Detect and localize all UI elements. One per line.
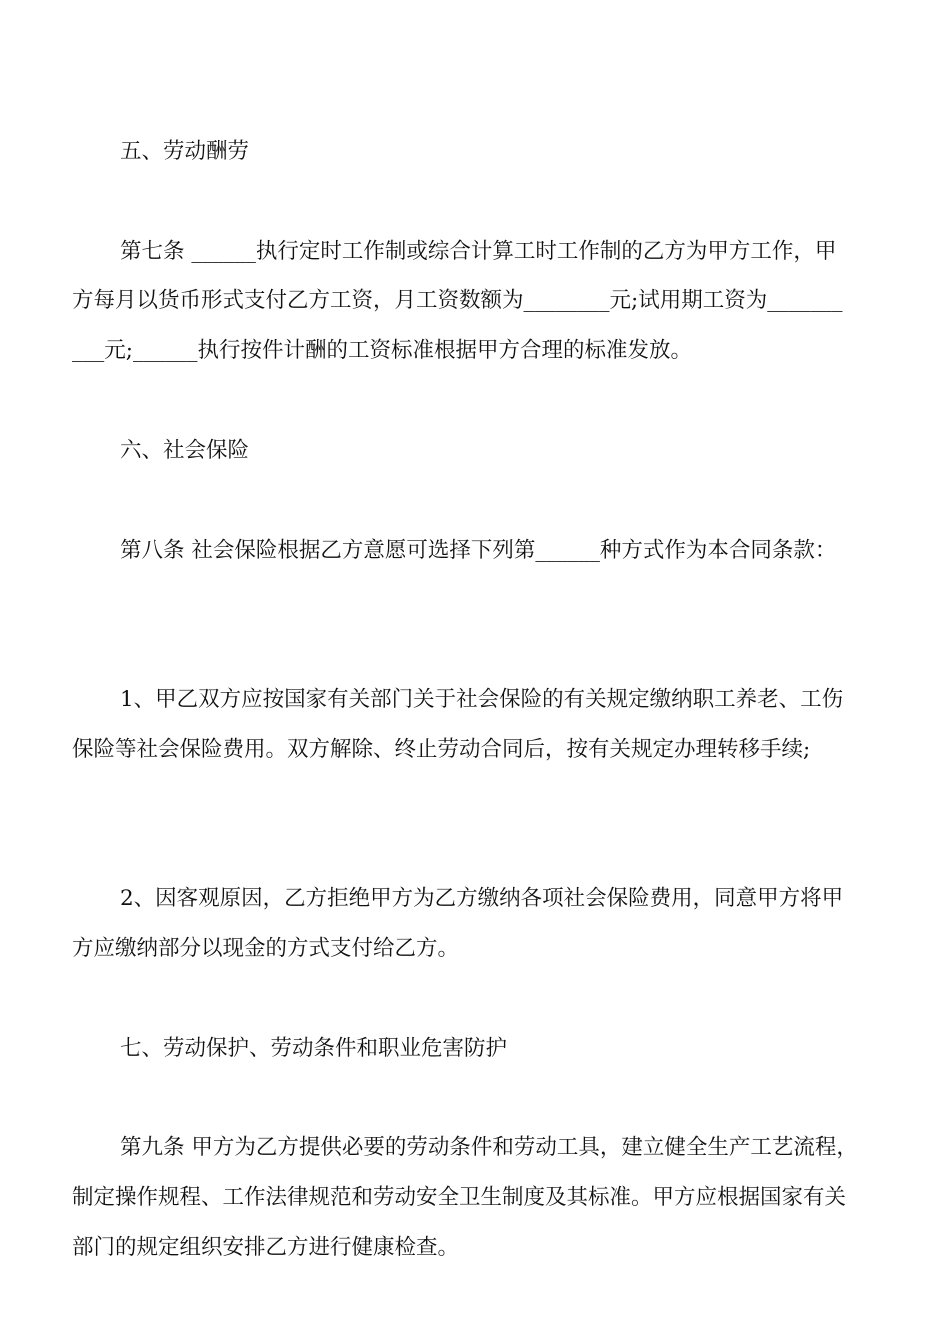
section-heading-5: 五、劳动酬劳 (120, 139, 250, 164)
article-7-line-2: 方每月以货币形式支付乙方工资，月工资数额为________元;试用期工资为_______ (72, 288, 843, 313)
option-1-line-2: 保险等社会保险费用。双方解除、终止劳动合同后，按有关规定办理转移手续; (72, 737, 811, 762)
section-heading-7: 七、劳动保护、劳动条件和职业危害防护 (120, 1036, 508, 1061)
option-2-line-1: 2、因客观原因，乙方拒绝甲方为乙方缴纳各项社会保险费用，同意甲方将甲 (120, 886, 844, 911)
option-1-line-1: 1、甲乙双方应按国家有关部门关于社会保险的有关规定缴纳职工养老、工伤 (120, 687, 844, 712)
section-heading-6: 六、社会保险 (120, 438, 250, 463)
article-7-line-3: ___元;______执行按件计酬的工资标准根据甲方合理的标准发放。 (72, 338, 692, 363)
article-9-line-2: 制定操作规程、工作法律规范和劳动安全卫生制度及其标准。甲方应根据国家有关 (72, 1185, 847, 1210)
article-8-line-1: 第八条 社会保险根据乙方意愿可选择下列第______种方式作为本合同条款： (120, 538, 837, 563)
article-9-line-1: 第九条 甲方为乙方提供必要的劳动条件和劳动工具，建立健全生产工艺流程， (120, 1135, 858, 1160)
article-7-line-1: 第七条 ______执行定时工作制或综合计算工时工作制的乙方为甲方工作，甲 (120, 239, 837, 264)
article-9-line-3: 部门的规定组织安排乙方进行健康检查。 (72, 1235, 460, 1260)
option-2-line-2: 方应缴纳部分以现金的方式支付给乙方。 (72, 936, 460, 961)
